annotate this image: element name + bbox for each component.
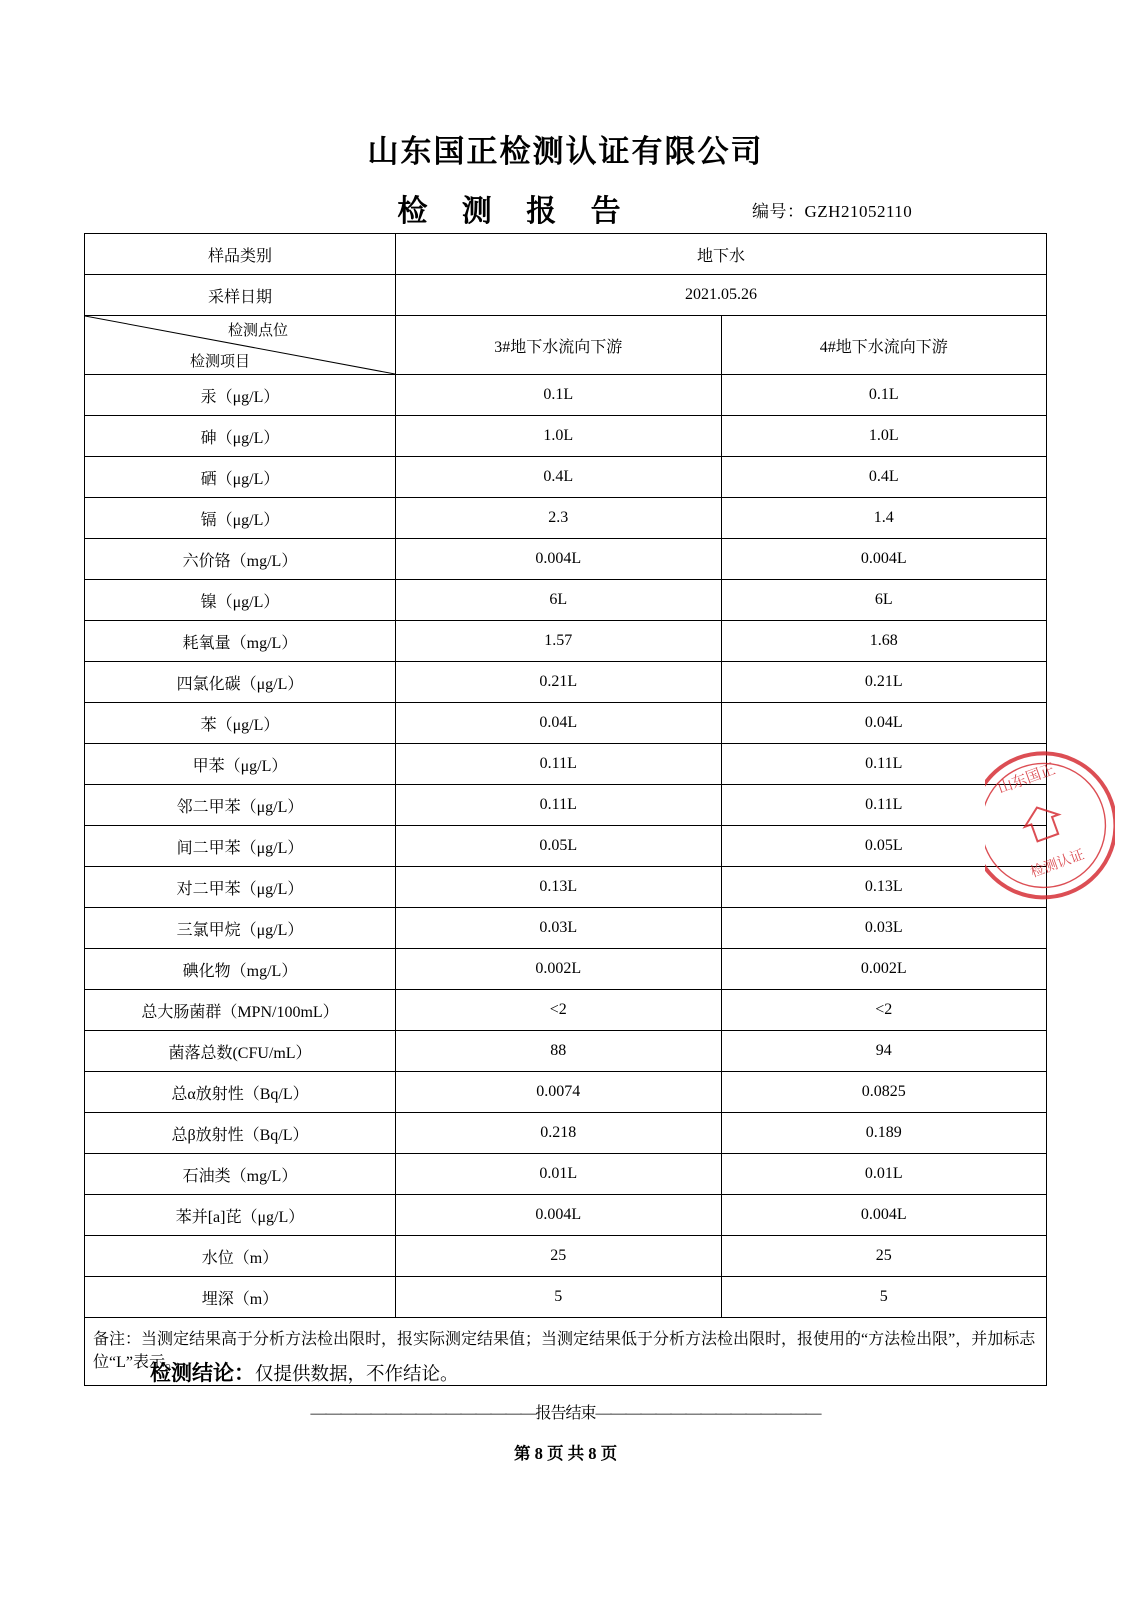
row-item-name: 石油类（mg/L）: [85, 1154, 396, 1195]
row-value-1: 0.218: [396, 1113, 722, 1154]
row-value-2: 1.68: [721, 621, 1047, 662]
row-value-1: 0.0074: [396, 1072, 722, 1113]
sampling-date-label: 采样日期: [85, 275, 396, 316]
table-row: [85, 580, 1047, 621]
row-item-name: 耗氧量（mg/L）: [85, 621, 396, 662]
table-row: [85, 539, 1047, 580]
conclusion-value: 仅提供数据，不作结论。: [255, 1365, 459, 1385]
row-item-name: 埋深（m）: [85, 1277, 396, 1318]
row-value-1: 0.01L: [396, 1154, 722, 1195]
table-row: [85, 1113, 1047, 1154]
row-value-2: 0.11L: [721, 744, 1047, 785]
row-value-1: 2.3: [396, 498, 722, 539]
row-value-2: 0.189: [721, 1113, 1047, 1154]
row-value-2: 94: [721, 1031, 1047, 1072]
table-row: [85, 1154, 1047, 1195]
row-value-2: 6L: [721, 580, 1047, 621]
row-value-2: 0.05L: [721, 826, 1047, 867]
results-table: [84, 233, 1047, 1386]
row-value-1: 6L: [396, 580, 722, 621]
row-value-2: <2: [721, 990, 1047, 1031]
row-value-1: 0.4L: [396, 457, 722, 498]
row-value-1: 5: [396, 1277, 722, 1318]
row-item-name: 苯（μg/L）: [85, 703, 396, 744]
row-value-1: 0.05L: [396, 826, 722, 867]
row-value-1: 0.004L: [396, 1195, 722, 1236]
page-title: 检 测 报 告: [397, 194, 633, 229]
row-value-2: 25: [721, 1236, 1047, 1277]
row-value-2: 0.004L: [721, 539, 1047, 580]
row-value-1: 0.1L: [396, 375, 722, 416]
column-header-point-1: 3#地下水流向下游: [396, 316, 722, 375]
table-row: [85, 1072, 1047, 1113]
table-row: [85, 703, 1047, 744]
row-item-name: 苯并[a]芘（μg/L）: [85, 1195, 396, 1236]
row-value-1: 0.21L: [396, 662, 722, 703]
table-row: [85, 375, 1047, 416]
report-end-line: ———————————————报告结束———————————————: [310, 1405, 821, 1422]
row-value-1: 88: [396, 1031, 722, 1072]
row-value-1: 0.11L: [396, 785, 722, 826]
sample-type-value: 地下水: [396, 234, 1047, 275]
table-row: [85, 662, 1047, 703]
row-item-name: 四氯化碳（μg/L）: [85, 662, 396, 703]
svg-text:检测认证: 检测认证: [1028, 846, 1087, 882]
row-value-2: 5: [721, 1277, 1047, 1318]
row-item-name: 三氯甲烷（μg/L）: [85, 908, 396, 949]
row-item-name: 碘化物（mg/L）: [85, 949, 396, 990]
table-header-row: [85, 316, 1047, 375]
row-value-2: 0.01L: [721, 1154, 1047, 1195]
table-row: [85, 949, 1047, 990]
row-item-name: 水位（m）: [85, 1236, 396, 1277]
table-row: [85, 1236, 1047, 1277]
table-row: [85, 826, 1047, 867]
row-item-name: 甲苯（μg/L）: [85, 744, 396, 785]
header-diagonal-cell: [85, 316, 396, 375]
page-number: 第 8 页 共 8 页: [513, 1444, 618, 1463]
row-value-2: 1.4: [721, 498, 1047, 539]
table-row: [85, 275, 1047, 316]
row-item-name: 总β放射性（Bq/L）: [85, 1113, 396, 1154]
conclusion-block: [150, 1357, 459, 1387]
row-item-name: 邻二甲苯（μg/L）: [85, 785, 396, 826]
row-value-2: 0.002L: [721, 949, 1047, 990]
report-number: 编号：GZH21052110: [752, 202, 913, 221]
row-item-name: 菌落总数(CFU/mL）: [85, 1031, 396, 1072]
row-item-name: 总大肠菌群（MPN/100mL）: [85, 990, 396, 1031]
svg-text:山东国正: 山东国正: [995, 759, 1058, 798]
row-value-1: 0.04L: [396, 703, 722, 744]
table-body: [85, 234, 1047, 1386]
row-item-name: 汞（μg/L）: [85, 375, 396, 416]
row-value-2: 0.11L: [721, 785, 1047, 826]
header-point-label: 检测点位: [227, 323, 288, 339]
table-row: [85, 1031, 1047, 1072]
table-row: [85, 621, 1047, 662]
row-value-1: 0.004L: [396, 539, 722, 580]
sampling-date-value: 2021.05.26: [396, 275, 1047, 316]
table-row: [85, 744, 1047, 785]
table-note: 备注：当测定结果高于分析方法检出限时，报实际测定结果值；当测定结果低于分析方法检出限时，报使用的“方法检出限”，并加标志位“L”表示。: [85, 1318, 1047, 1386]
row-value-2: 0.004L: [721, 1195, 1047, 1236]
row-value-1: 0.13L: [396, 867, 722, 908]
company-title: 山东国正检测认证有限公司: [367, 134, 764, 170]
row-value-1: 0.03L: [396, 908, 722, 949]
row-item-name: 总α放射性（Bq/L）: [85, 1072, 396, 1113]
row-value-2: 0.0825: [721, 1072, 1047, 1113]
row-value-2: 0.13L: [721, 867, 1047, 908]
table-row: [85, 234, 1047, 275]
row-value-2: 0.4L: [721, 457, 1047, 498]
row-value-2: 1.0L: [721, 416, 1047, 457]
row-item-name: 砷（μg/L）: [85, 416, 396, 457]
row-value-2: 0.1L: [721, 375, 1047, 416]
row-value-2: 0.21L: [721, 662, 1047, 703]
row-item-name: 镉（μg/L）: [85, 498, 396, 539]
row-value-2: 0.03L: [721, 908, 1047, 949]
row-item-name: 镍（μg/L）: [85, 580, 396, 621]
row-value-1: <2: [396, 990, 722, 1031]
table-row: [85, 867, 1047, 908]
table-row: [85, 990, 1047, 1031]
row-item-name: 对二甲苯（μg/L）: [85, 867, 396, 908]
row-item-name: 硒（μg/L）: [85, 457, 396, 498]
table-row: [85, 1277, 1047, 1318]
row-value-1: 0.002L: [396, 949, 722, 990]
row-item-name: 六价铬（mg/L）: [85, 539, 396, 580]
row-value-1: 0.11L: [396, 744, 722, 785]
row-value-1: 25: [396, 1236, 722, 1277]
sample-type-label: 样品类别: [85, 234, 396, 275]
row-value-1: 1.0L: [396, 416, 722, 457]
row-value-2: 0.04L: [721, 703, 1047, 744]
row-item-name: 间二甲苯（μg/L）: [85, 826, 396, 867]
header-item-label: 检测项目: [189, 354, 250, 370]
conclusion-label: 检测结论：: [150, 1360, 255, 1385]
table-row: [85, 416, 1047, 457]
row-value-1: 1.57: [396, 621, 722, 662]
table-row: [85, 1195, 1047, 1236]
table-row: [85, 457, 1047, 498]
table-row: [85, 785, 1047, 826]
table-row: [85, 908, 1047, 949]
table-row: [85, 498, 1047, 539]
column-header-point-2: 4#地下水流向下游: [721, 316, 1047, 375]
